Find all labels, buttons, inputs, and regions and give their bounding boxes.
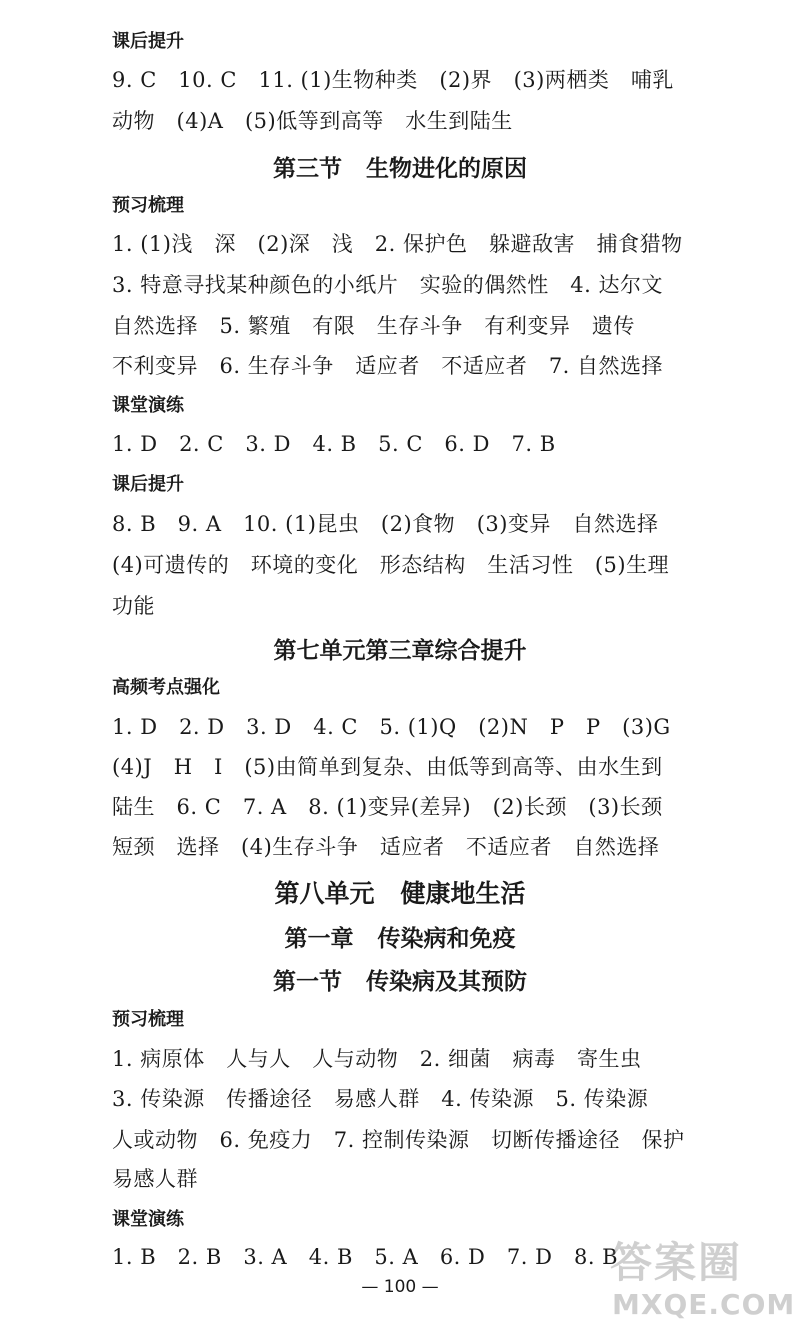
- answer-line: 陆生 6. C 7. A 8. (1)变异(差异) (2)长颈 (3)长颈: [112, 795, 663, 819]
- answer-line: 3. 传染源 传播途径 易感人群 4. 传染源 5. 传染源: [112, 1087, 649, 1111]
- answer-line: 1. D 2. D 3. D 4. C 5. (1)Q (2)N P P (3)G: [112, 715, 671, 739]
- section-label-preview: 预习梳理: [112, 195, 184, 216]
- answer-line: 1. 病原体 人与人 人与动物 2. 细菌 病毒 寄生虫: [112, 1047, 642, 1071]
- section-title-prevention: 第一节 传染病及其预防: [272, 969, 528, 995]
- section-label-after-class: 课后提升: [112, 31, 184, 52]
- answer-line: 短颈 选择 (4)生存斗争 适应者 不适应者 自然选择: [112, 835, 660, 859]
- section-title-evolution-causes: 第三节 生物进化的原因: [272, 156, 528, 182]
- answer-line: 8. B 9. A 10. (1)昆虫 (2)食物 (3)变异 自然选择: [112, 512, 659, 536]
- section-title-unit7-review: 第七单元第三章综合提升: [273, 638, 527, 664]
- watermark-url-text: MXQE.COM: [612, 1288, 796, 1321]
- watermark-logo: [604, 1226, 794, 1326]
- section-label-after-class: 课后提升: [112, 474, 184, 495]
- answer-line: 动物 (4)A (5)低等到高等 水生到陆生: [112, 109, 513, 133]
- answer-line: 1. D 2. C 3. D 4. B 5. C 6. D 7. B: [112, 432, 556, 456]
- unit-title-healthy-living: 第八单元 健康地生活: [274, 879, 526, 908]
- chapter-title-infectious-disease: 第一章 传染病和免疫: [284, 926, 516, 952]
- watermark-main-text: 答案圈: [610, 1238, 743, 1287]
- answer-line: 自然选择 5. 繁殖 有限 生存斗争 有利变异 遗传: [112, 314, 635, 338]
- answer-line: 3. 特意寻找某种颜色的小纸片 实验的偶然性 4. 达尔文: [112, 273, 663, 297]
- section-label-in-class: 课堂演练: [112, 1209, 184, 1230]
- page-number: — 100 —: [361, 1277, 439, 1297]
- answer-line: 人或动物 6. 免疫力 7. 控制传染源 切断传播途径 保护: [112, 1128, 685, 1152]
- answer-line: (4)可遗传的 环境的变化 形态结构 生活习性 (5)生理: [112, 553, 670, 577]
- section-label-in-class: 课堂演练: [112, 395, 184, 416]
- answer-line: 易感人群: [112, 1167, 198, 1191]
- answer-line: 功能: [112, 594, 155, 618]
- answer-line: 不利变异 6. 生存斗争 适应者 不适应者 7. 自然选择: [112, 354, 664, 378]
- answer-line: 9. C 10. C 11. (1)生物种类 (2)界 (3)两栖类 哺乳: [112, 68, 674, 92]
- section-label-frequent-points: 高频考点强化: [112, 677, 220, 698]
- answer-line: (4)J H I (5)由简单到复杂、由低等到高等、由水生到: [112, 755, 663, 779]
- answer-line: 1. B 2. B 3. A 4. B 5. A 6. D 7. D 8. B: [112, 1245, 619, 1269]
- section-label-preview: 预习梳理: [112, 1009, 184, 1030]
- answer-line: 1. (1)浅 深 (2)深 浅 2. 保护色 躲避敌害 捕食猎物: [112, 232, 683, 256]
